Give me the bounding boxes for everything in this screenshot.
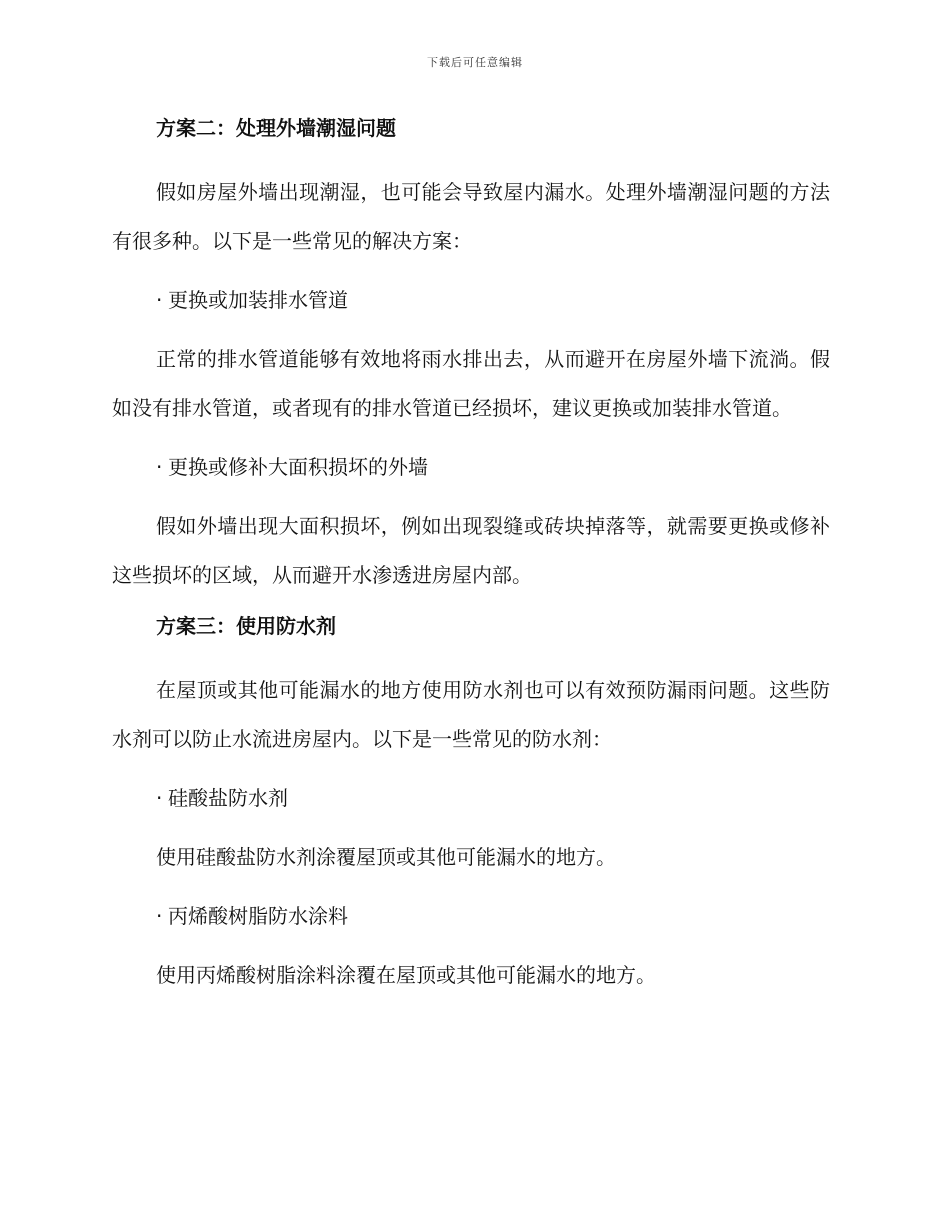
section-2-intro: 假如房屋外墙出现潮湿，也可能会导致屋内漏水。处理外墙潮湿问题的方法有很多种。以下是一些常见的解决方案： [112, 180, 830, 253]
section-3-title: 方案三：使用防水剂 [156, 614, 336, 638]
bullet-dot: · [156, 288, 163, 312]
header-note: 下载后可任意编辑 [427, 56, 523, 69]
section-3-item-1-text: 使用硅酸盐防水剂涂覆屋顶或其他可能漏水的地方。 [156, 845, 616, 869]
section-2-item-1-text: 正常的排水管道能够有效地将雨水排出去，从而避开在房屋外墙下流淌。假如没有排水管道，或者现有的排水管道已经损坏，建议更换或加装排水管道。 [112, 347, 830, 420]
section-3-intro: 在屋顶或其他可能漏水的地方使用防水剂也可以有效预防漏雨问题。这些防水剂可以防止水流进房屋内。以下是一些常见的防水剂： [112, 678, 830, 751]
bullet-text: 丙烯酸树脂防水涂料 [168, 904, 348, 928]
section-3-item-1-label [112, 774, 830, 823]
bullet-dot: · [156, 786, 163, 810]
bullet-text: 更换或加装排水管道 [168, 288, 348, 312]
document-body [112, 112, 830, 1010]
section-3-item-2-text: 使用丙烯酸树脂涂料涂覆在屋顶或其他可能漏水的地方。 [156, 963, 656, 987]
section-2-item-2-label [112, 443, 830, 492]
bullet-dot: · [156, 455, 163, 479]
bullet-text: 更换或修补大面积损坏的外墙 [168, 455, 428, 479]
section-2-title: 方案二：处理外墙潮湿问题 [156, 116, 396, 140]
section-3-item-2-label [112, 892, 830, 941]
bullet-text: 硅酸盐防水剂 [168, 786, 288, 810]
section-2-item-2-text: 假如外墙出现大面积损坏，例如出现裂缝或砖块掉落等，就需要更换或修补这些损坏的区域，从而避开水渗透进房屋内部。 [112, 514, 830, 587]
bullet-dot: · [156, 904, 163, 928]
section-2-item-1-label [112, 276, 830, 325]
